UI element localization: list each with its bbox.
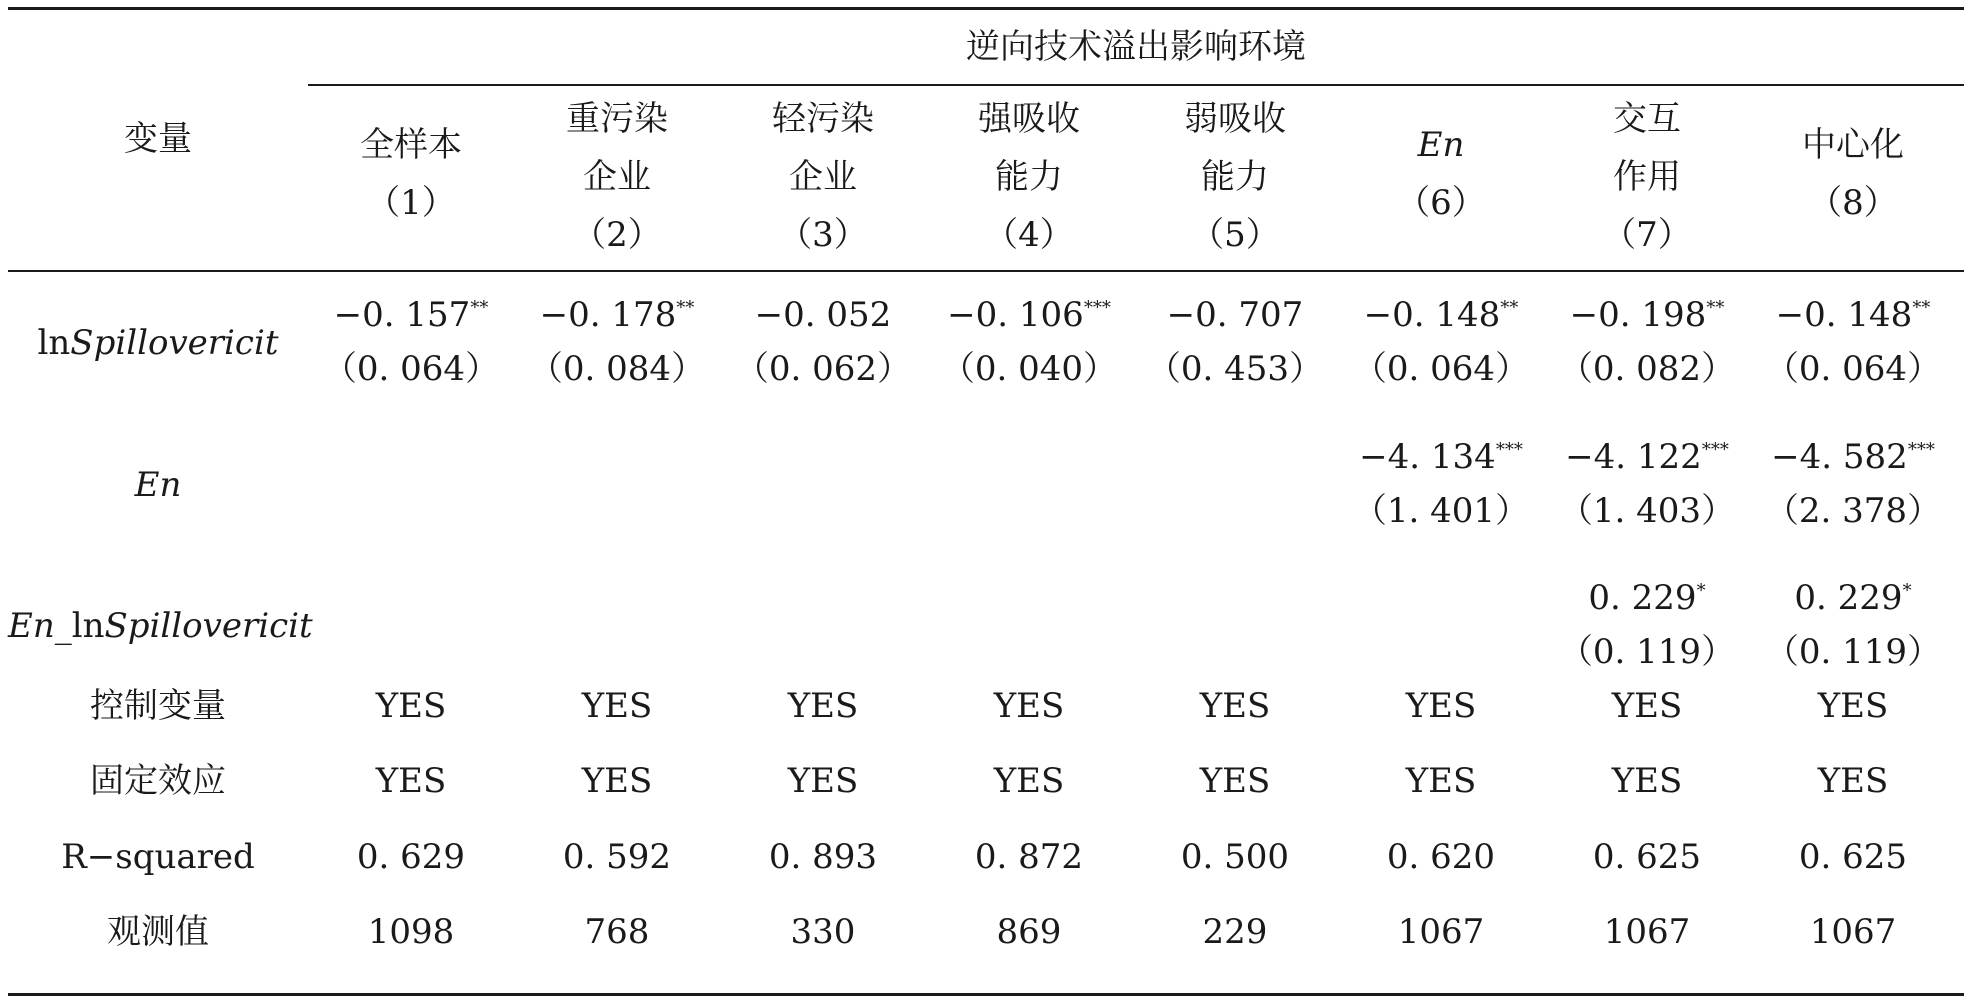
header-rule	[8, 270, 1964, 272]
column-header-line: 作用	[1613, 157, 1681, 197]
bottom-rule	[8, 993, 1964, 996]
stat-cell: YES	[581, 761, 653, 801]
coef-value: −4. 582***	[1771, 437, 1935, 477]
stat-cell: YES	[993, 761, 1065, 801]
column-header-line: （2）	[572, 215, 662, 255]
stat-cell: 0. 592	[562, 837, 672, 877]
significance-stars: *	[1902, 580, 1912, 602]
stat-cell: 0. 629	[356, 837, 466, 877]
stat-cell: 0. 625	[1592, 837, 1702, 877]
column-header-2	[514, 90, 720, 264]
coef-value: −0. 157**	[333, 295, 489, 335]
stat-cell: 1098	[367, 912, 455, 952]
std-error: （2. 378）	[1764, 491, 1942, 531]
group-title: 逆向技术溢出影响环境	[966, 27, 1306, 67]
column-header-line: 企业	[789, 157, 857, 197]
significance-stars: ***	[1495, 439, 1523, 461]
coef-cell	[1338, 288, 1544, 396]
column-header-line: 全样本	[360, 125, 462, 165]
stat-cell: YES	[787, 686, 859, 726]
significance-stars: **	[1912, 297, 1931, 319]
column-header-line: 弱吸收	[1184, 99, 1286, 139]
significance-stars: *	[1696, 580, 1706, 602]
row-label-part: Spillovericit	[104, 606, 313, 646]
coef-value: −4. 134***	[1359, 437, 1523, 477]
column-header-line: （7）	[1602, 215, 1692, 255]
coef-cell	[514, 288, 720, 396]
coef-value: −0. 198**	[1569, 295, 1725, 335]
coef-value: −0. 148**	[1363, 295, 1519, 335]
stat-cell: YES	[1405, 686, 1477, 726]
coef-cell	[1544, 288, 1750, 396]
stat-cell: 330	[790, 912, 856, 952]
row-label-stat-2: 固定效应	[90, 761, 226, 801]
variable-header: 变量	[124, 119, 192, 159]
stat-cell: YES	[1817, 761, 1889, 801]
significance-stars: **	[1706, 297, 1725, 319]
row-label-coef-2	[8, 456, 308, 514]
row-label-coef-3	[8, 597, 313, 655]
group-underline	[308, 84, 1964, 86]
coef-cell	[1132, 288, 1338, 396]
std-error: （0. 119）	[1558, 632, 1736, 672]
column-header-4	[926, 90, 1132, 264]
column-header-1	[308, 116, 514, 232]
std-error: （0. 040）	[940, 349, 1118, 389]
stat-cell: 0. 872	[974, 837, 1084, 877]
column-header-line: 能力	[1201, 157, 1269, 197]
row-label-part: En	[134, 465, 182, 505]
column-header-line: （8）	[1808, 183, 1898, 223]
coef-cell	[308, 288, 514, 396]
std-error: （0. 062）	[734, 349, 912, 389]
significance-stars: ***	[1701, 439, 1729, 461]
row-label-stat-1: 控制变量	[90, 686, 226, 726]
column-header-line: 企业	[583, 157, 651, 197]
std-error: （0. 084）	[528, 349, 706, 389]
coef-cell	[1544, 571, 1750, 679]
stat-cell: 1067	[1809, 912, 1897, 952]
stat-cell: YES	[1817, 686, 1889, 726]
stat-cell: YES	[1199, 686, 1271, 726]
coef-cell	[926, 288, 1132, 396]
stat-cell: YES	[375, 761, 447, 801]
column-header-8	[1750, 116, 1956, 232]
coef-value: −0. 106***	[947, 295, 1111, 335]
coef-cell	[720, 288, 926, 396]
top-rule	[8, 7, 1964, 10]
coef-cell	[1750, 430, 1956, 538]
stat-cell: YES	[1611, 761, 1683, 801]
column-header-3	[720, 90, 926, 264]
stat-cell: YES	[1611, 686, 1683, 726]
coef-value: 0. 229*	[1588, 578, 1706, 618]
stat-cell: YES	[1405, 761, 1477, 801]
std-error: （0. 064）	[1352, 349, 1530, 389]
std-error: （1. 401）	[1352, 491, 1530, 531]
coef-cell	[1544, 430, 1750, 538]
column-header-line: 重污染	[566, 99, 668, 139]
row-label-coef-1	[8, 314, 308, 372]
row-label-part: _ln	[54, 606, 105, 646]
row-label-part: Spillovericit	[70, 323, 279, 363]
coef-value: −0. 707	[1166, 295, 1304, 335]
stat-cell: 229	[1202, 912, 1268, 952]
stat-cell: YES	[1199, 761, 1271, 801]
stat-cell: YES	[787, 761, 859, 801]
coef-value: −0. 178**	[539, 295, 695, 335]
row-label-part: En	[8, 606, 55, 646]
coef-value: 0. 229*	[1794, 578, 1912, 618]
column-header-line: 强吸收	[978, 99, 1080, 139]
coef-cell	[1750, 571, 1956, 679]
stat-cell: 768	[584, 912, 650, 952]
column-header-line: 轻污染	[772, 99, 874, 139]
significance-stars: **	[470, 297, 489, 319]
significance-stars: **	[676, 297, 695, 319]
stat-cell: 1067	[1603, 912, 1691, 952]
significance-stars: ***	[1083, 297, 1111, 319]
std-error: （0. 064）	[322, 349, 500, 389]
coef-value: −4. 122***	[1565, 437, 1729, 477]
stat-cell: 0. 500	[1180, 837, 1290, 877]
significance-stars: ***	[1907, 439, 1935, 461]
stat-cell: 0. 625	[1798, 837, 1908, 877]
column-header-line: 交互	[1613, 99, 1681, 139]
std-error: （0. 064）	[1764, 349, 1942, 389]
column-header-line: 中心化	[1802, 125, 1904, 165]
stat-cell: 869	[996, 912, 1062, 952]
column-header-6	[1338, 116, 1544, 232]
column-header-7	[1544, 90, 1750, 264]
column-header-5	[1132, 90, 1338, 264]
row-label-part: ln	[37, 323, 71, 363]
column-header-line: （5）	[1190, 215, 1280, 255]
stat-cell: YES	[993, 686, 1065, 726]
coef-cell	[1750, 288, 1956, 396]
coef-value: −0. 148**	[1775, 295, 1931, 335]
significance-stars: **	[1500, 297, 1519, 319]
row-label-stat-4: 观测值	[107, 912, 209, 952]
stat-cell: 0. 620	[1386, 837, 1496, 877]
coef-value: −0. 052	[754, 295, 892, 335]
stat-cell: 1067	[1397, 912, 1485, 952]
std-error: （0. 119）	[1764, 632, 1942, 672]
column-header-line: （4）	[984, 215, 1074, 255]
coef-cell	[1338, 430, 1544, 538]
stat-cell: 0. 893	[768, 837, 878, 877]
column-header-line: 能力	[995, 157, 1063, 197]
row-label-stat-3: R−squared	[61, 837, 255, 877]
column-header-line: （3）	[778, 215, 868, 255]
stat-cell: YES	[375, 686, 447, 726]
column-header-line: （1）	[366, 183, 456, 223]
std-error: （1. 403）	[1558, 491, 1736, 531]
stat-cell: YES	[581, 686, 653, 726]
column-header-line: En	[1417, 125, 1465, 165]
std-error: （0. 082）	[1558, 349, 1736, 389]
std-error: （0. 453）	[1146, 349, 1324, 389]
column-header-line: （6）	[1396, 183, 1486, 223]
